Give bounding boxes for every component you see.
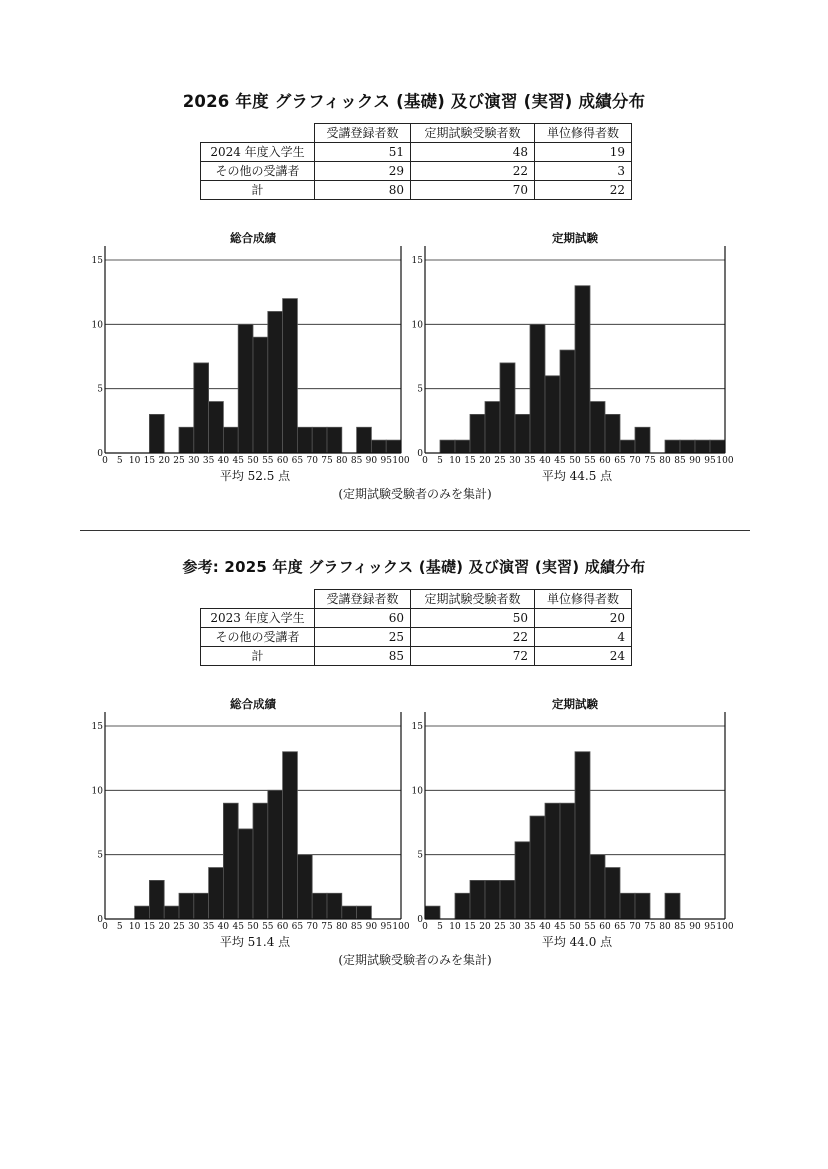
histogram-chart	[412, 697, 734, 949]
y-tick-label: 15	[411, 256, 423, 266]
x-tick-label: 0	[422, 922, 428, 932]
x-tick-label: 65	[614, 456, 626, 466]
histogram-bar	[665, 440, 680, 453]
cell: 29	[315, 162, 411, 181]
x-tick-label: 75	[644, 456, 656, 466]
x-tick-label: 55	[584, 922, 596, 932]
histogram-chart	[92, 697, 410, 949]
histogram-bar	[223, 427, 238, 453]
histogram-bar	[149, 414, 164, 453]
x-tick-label: 5	[437, 456, 443, 466]
x-tick-label: 70	[629, 922, 641, 932]
x-tick-label: 15	[143, 456, 156, 466]
histogram-bar	[605, 868, 620, 919]
histogram-bar	[327, 893, 342, 919]
x-tick-label: 70	[306, 456, 318, 466]
histogram-bar	[455, 440, 470, 453]
tally-note: (定期試験受験者のみを集計)	[338, 487, 492, 501]
histogram-bar	[620, 893, 635, 919]
y-tick-label: 0	[97, 915, 103, 925]
row-label: 2024 年度入学生	[201, 143, 315, 162]
cell: 25	[315, 628, 411, 647]
histogram-bar	[253, 337, 268, 453]
x-tick-label: 55	[584, 456, 596, 466]
histogram-bar	[371, 440, 386, 453]
histogram-bar	[297, 855, 312, 919]
x-tick-label: 75	[644, 922, 656, 932]
average-score: 平均 44.5 点	[541, 469, 613, 483]
histogram-bar	[635, 427, 650, 453]
x-tick-label: 95	[704, 922, 716, 932]
histogram-bar	[680, 440, 695, 453]
histogram-bar	[179, 893, 194, 919]
header-registered: 受講登録者数	[315, 124, 411, 143]
x-tick-label: 80	[336, 922, 348, 932]
average-score: 平均 52.5 点	[219, 469, 291, 483]
x-tick-label: 20	[479, 922, 491, 932]
x-tick-label: 60	[276, 922, 289, 932]
x-tick-label: 10	[449, 456, 461, 466]
cell: 72	[411, 647, 535, 666]
histogram-bar	[312, 427, 327, 453]
x-tick-label: 30	[188, 922, 200, 932]
x-tick-label: 60	[599, 922, 611, 932]
histogram-bar	[283, 752, 298, 919]
x-tick-label: 100	[716, 922, 734, 932]
average-score: 平均 44.0 点	[541, 935, 613, 949]
x-tick-label: 80	[659, 922, 671, 932]
x-tick-label: 10	[128, 922, 141, 932]
x-tick-label: 35	[524, 456, 536, 466]
chart-title: 総合成績	[230, 697, 276, 711]
section-title: 2026 年度 グラフィックス (基礎) 及び演習 (実習) 成績分布	[182, 92, 646, 111]
histogram-bar	[695, 440, 710, 453]
x-tick-label: 25	[494, 922, 506, 932]
histogram-bar	[253, 803, 268, 919]
cell: 19	[535, 143, 632, 162]
histogram-bar	[327, 427, 342, 453]
x-tick-label: 100	[392, 456, 410, 466]
y-tick-label: 5	[97, 850, 103, 861]
y-tick-label: 15	[411, 722, 423, 732]
histogram-bar	[665, 893, 680, 919]
cell: 22	[411, 628, 535, 647]
chart-title: 定期試験	[552, 697, 598, 711]
x-tick-label: 35	[202, 456, 215, 466]
histogram-bar	[710, 440, 725, 453]
histogram-bar	[312, 893, 327, 919]
histogram-chart	[412, 231, 734, 483]
y-tick-label: 15	[91, 256, 103, 266]
x-tick-label: 80	[336, 456, 348, 466]
histogram-bar	[223, 803, 238, 919]
x-tick-label: 95	[380, 456, 392, 466]
histogram-bar	[530, 324, 545, 453]
y-tick-label: 0	[417, 449, 423, 459]
x-tick-label: 50	[247, 922, 259, 932]
histogram-bar	[283, 299, 298, 453]
x-tick-label: 25	[173, 922, 185, 932]
x-tick-label: 100	[392, 922, 410, 932]
x-tick-label: 50	[569, 922, 581, 932]
row-label: その他の受講者	[201, 628, 315, 647]
tally-note: (定期試験受験者のみを集計)	[338, 953, 492, 967]
x-tick-label: 30	[188, 456, 200, 466]
x-tick-label: 0	[422, 456, 428, 466]
x-tick-label: 65	[614, 922, 626, 932]
y-tick-label: 15	[91, 722, 103, 732]
x-tick-label: 75	[321, 456, 333, 466]
row-label: 2023 年度入学生	[201, 609, 315, 628]
histogram-bar	[560, 803, 575, 919]
histogram-bar	[530, 816, 545, 919]
histogram-bar	[164, 906, 179, 919]
histogram-bar	[605, 414, 620, 453]
x-tick-label: 30	[509, 922, 521, 932]
x-tick-label: 85	[350, 922, 363, 932]
cell: 22	[411, 162, 535, 181]
header-credits: 単位修得者数	[535, 124, 632, 143]
cell: 60	[315, 609, 411, 628]
x-tick-label: 65	[291, 922, 304, 932]
x-tick-label: 45	[554, 456, 566, 466]
x-tick-label: 10	[128, 456, 141, 466]
x-tick-label: 45	[232, 922, 244, 932]
histogram-bar	[620, 440, 635, 453]
row-label: その他の受講者	[201, 162, 315, 181]
y-tick-label: 10	[91, 786, 103, 797]
x-tick-label: 15	[464, 456, 476, 466]
histogram-bar	[590, 855, 605, 919]
x-tick-label: 30	[509, 456, 521, 466]
histogram-bar	[470, 414, 485, 453]
x-tick-label: 60	[276, 456, 289, 466]
header-exam-takers: 定期試験受験者数	[411, 590, 535, 609]
cell: 70	[411, 181, 535, 200]
histogram-bar	[342, 906, 357, 919]
cell: 50	[411, 609, 535, 628]
x-tick-label: 10	[449, 922, 461, 932]
histogram-bar	[268, 790, 283, 919]
y-tick-label: 0	[97, 449, 103, 459]
x-tick-label: 35	[524, 922, 536, 932]
histogram-bar	[485, 880, 500, 919]
cell: 80	[315, 181, 411, 200]
header-exam-takers: 定期試験受験者数	[411, 124, 535, 143]
x-tick-label: 20	[479, 456, 491, 466]
histogram-bar	[545, 803, 560, 919]
header-registered: 受講登録者数	[315, 590, 411, 609]
row-label: 計	[201, 647, 315, 666]
y-tick-label: 5	[417, 384, 423, 395]
histogram-bar	[194, 893, 209, 919]
y-tick-label: 5	[417, 850, 423, 861]
y-tick-label: 10	[411, 320, 423, 331]
y-tick-label: 5	[97, 384, 103, 395]
x-tick-label: 5	[437, 922, 443, 932]
histogram-chart	[92, 231, 410, 483]
histogram-bar	[545, 376, 560, 453]
x-tick-label: 40	[539, 456, 551, 466]
x-tick-label: 25	[494, 456, 506, 466]
section-title: 参考: 2025 年度 グラフィックス (基礎) 及び演習 (実習) 成績分布	[182, 558, 646, 576]
histogram-bar	[357, 427, 372, 453]
x-tick-label: 5	[116, 456, 123, 466]
histogram-bar	[590, 402, 605, 453]
y-tick-label: 10	[411, 786, 423, 797]
x-tick-label: 80	[659, 456, 671, 466]
histogram-bar	[575, 752, 590, 919]
histogram-bar	[297, 427, 312, 453]
x-tick-label: 100	[716, 456, 734, 466]
x-tick-label: 0	[102, 922, 108, 932]
row-label: 計	[201, 181, 315, 200]
histogram-bar	[425, 906, 440, 919]
x-tick-label: 20	[158, 922, 170, 932]
chart-title: 総合成績	[230, 231, 276, 245]
histogram-bar	[440, 440, 455, 453]
cell: 24	[535, 647, 632, 666]
x-tick-label: 75	[321, 922, 333, 932]
x-tick-label: 90	[365, 456, 378, 466]
histogram-bar	[560, 350, 575, 453]
x-tick-label: 15	[464, 922, 476, 932]
histogram-bar	[238, 324, 253, 453]
x-tick-label: 40	[217, 922, 230, 932]
histogram-bar	[575, 286, 590, 453]
cell: 51	[315, 143, 411, 162]
histogram-bar	[268, 311, 283, 453]
x-tick-label: 85	[350, 456, 363, 466]
histogram-bar	[179, 427, 194, 453]
x-tick-label: 95	[380, 922, 392, 932]
x-tick-label: 95	[704, 456, 716, 466]
y-tick-label: 10	[91, 320, 103, 331]
histogram-bar	[470, 880, 485, 919]
histogram-bar	[238, 829, 253, 919]
x-tick-label: 85	[674, 922, 686, 932]
histogram-bar	[455, 893, 470, 919]
histogram-bar	[500, 363, 515, 453]
x-tick-label: 90	[689, 922, 701, 932]
x-tick-label: 5	[116, 922, 123, 932]
cell: 3	[535, 162, 632, 181]
histogram-bar	[515, 414, 530, 453]
x-tick-label: 15	[143, 922, 156, 932]
histogram-bar	[209, 402, 224, 453]
histogram-bar	[515, 842, 530, 919]
cell: 85	[315, 647, 411, 666]
histogram-bar	[635, 893, 650, 919]
x-tick-label: 55	[262, 456, 274, 466]
cell: 20	[535, 609, 632, 628]
x-tick-label: 55	[262, 922, 274, 932]
y-tick-label: 0	[417, 915, 423, 925]
header-credits: 単位修得者数	[535, 590, 632, 609]
histogram-bar	[386, 440, 401, 453]
average-score: 平均 51.4 点	[219, 935, 291, 949]
chart-title: 定期試験	[552, 231, 598, 245]
x-tick-label: 50	[247, 456, 259, 466]
x-tick-label: 90	[689, 456, 701, 466]
x-tick-label: 45	[554, 922, 566, 932]
cell: 48	[411, 143, 535, 162]
histogram-bar	[500, 880, 515, 919]
cell: 22	[535, 181, 632, 200]
x-tick-label: 65	[291, 456, 304, 466]
histogram-bar	[194, 363, 209, 453]
x-tick-label: 90	[365, 922, 378, 932]
cell: 4	[535, 628, 632, 647]
histogram-bar	[149, 880, 164, 919]
x-tick-label: 70	[629, 456, 641, 466]
x-tick-label: 35	[202, 922, 215, 932]
histogram-bar	[485, 402, 500, 453]
x-tick-label: 20	[158, 456, 170, 466]
x-tick-label: 0	[102, 456, 108, 466]
x-tick-label: 85	[674, 456, 686, 466]
x-tick-label: 50	[569, 456, 581, 466]
x-tick-label: 60	[599, 456, 611, 466]
x-tick-label: 45	[232, 456, 244, 466]
x-tick-label: 70	[306, 922, 318, 932]
histogram-bar	[357, 906, 372, 919]
x-tick-label: 40	[217, 456, 230, 466]
x-tick-label: 25	[173, 456, 185, 466]
histogram-bar	[209, 868, 224, 919]
histogram-bar	[135, 906, 150, 919]
x-tick-label: 40	[539, 922, 551, 932]
